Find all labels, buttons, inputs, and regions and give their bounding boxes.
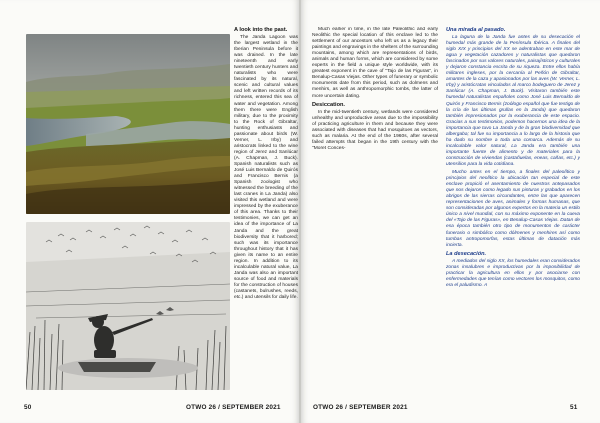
spanish-paragraph: Mucho antes en el tiempo, a finales del paleolítico y principios del neolítico la ubicación tan especial de este enclave propició el asentamiento de nuestros antepasados que nos dejaron como legado sus pinturas y grabados en los abrigos de las sierras circundantes, entre las que aparecen representaciones de aves, animales y formas humanas, que son consideradas por algunos expertos en la materia un estilo único a nivel mundial, con su máximo exponente en la cueva del «Tajo de las Figuras», en Benalup-Casas Viejas. Datan de esa época también otro tipo de monumentos de carácter funerario o simbólico como dólmenes y menhires así como tumbas antropomorfas, estas últimas de datación más incierta.: [446, 170, 580, 248]
section-heading-desecacion: La desecación.: [446, 250, 487, 257]
section-heading-past: A look into the past.: [234, 27, 288, 33]
body-paragraph: The Janda Lagoon was the largest wetland in the Iberian Peninsula before it was drained. In the late nineteenth and early twentieth century hunters and naturalists who were fascinated by its natural, scenic and cultural values and left written records of its richness, entered this sea of water and vegetation. Among them there were English military, due to the proximity to the Rock of Gibraltar, hunting enthusiasts and passionate about birds (W. Verner, L. Irby) and aristocrats linked to the wine region of Jerez and Sanlúcar (A. Chapman, J. Buck). Spanish naturalists such as José Luis Bernaldo de Quirós and Francisco Bernis (a Spanish zoologist who witnessed the breeding of the last cranes in La Janda) also visited this wetland and were impressed by the exuberance of this area. Thanks to their testimonies, we can get an idea of the importance of La Janda and the great biodiversity that it harbored; such was its importance throughout history that it has given its name to an entire region. In addition to its incalculable natural value, La Janda was also an important source of food and materials for the construction of houses (castanets, bulrushes, reeds, etc.) and utensils for daily life.: [234, 35, 298, 301]
magazine-issue-left: OTWO 26 / SEPTEMBER 2021: [186, 404, 281, 411]
spanish-paragraph: La laguna de la Janda fue antes de su desecación el humedal más grande de la Península Ibérica. A finales del siglo XIX y principios del XX se adentraban en este mar de agua y vegetación cazadores y naturalistas que quedaron fascinados por sus valores naturales, paisajísticos y culturales y dejaron constancia escrita de su riqueza. Entre ellos había militares ingleses, por la cercanía al Peñón de Gibraltar, amantes de la caza y apasionados por las aves (W. Verner, L. Irby) y aristócratas vinculados al marco bodeguero de Jerez y Sanlúcar (A. Chapman, J. Buck). Visitaron también este humedal naturalistas españoles como José Luis Bernaldo de Quirós y Francisco Bernis (zoólogo español que fue testigo de la cría de las últimas grullas en la Janda) que quedaron también impresionados por la exuberancia de este espacio. Gracias a sus testimonios, podemos hacernos una idea de la importancia que tuvo La Janda y de la gran biodiversidad que albergaba; tal fue su importancia a lo largo de la historia que ha dado su nombre a toda una comarca. Además de su incalculable valor natural, La Janda era también una importante fuente de alimento y de materiales para la construcción de viviendas (castañuelas, eneas, cañas, etc.) y utensilios para la vida cotidiana.: [446, 35, 580, 167]
magazine-issue-right: OTWO 26 / SEPTEMBER 2021: [313, 404, 408, 411]
wetland-photo: [26, 34, 230, 214]
spanish-column: [446, 27, 580, 402]
page-number-left: 50: [24, 404, 32, 411]
english-column-left: [234, 27, 298, 402]
body-paragraph: Much earlier in time, in the late Paleolithic and early Neolithic the special location of this enclave led to the settlement of our ancestors who left us as a legacy their paintings and engravings in the shelters of the surrounding mountains, among which are representations of birds, animals and human forms, which are considered by some experts in the field a unique style worldwide, with its greatest exponent in the cave of "Tajo de las Figuras", in Benalup-Casas Viejas. Other types of funerary or symbolic monuments date from this period, such as dolmens and menhirs, as well as anthropomorphic tombs, the latter of more uncertain dating.: [312, 27, 438, 99]
body-paragraph: In the mid-twentieth century, wetlands were considered unhealthy and unproductive areas due to the impossibility of practicing agriculture in them and because they were associated with diseases that had mosquitoes as vectors, such as malaria. At the end of the 1960s, after several failed attempts that began in the 19th century with the "Moret Conces-: [312, 109, 438, 151]
spanish-paragraph: A mediados del siglo XX, los humedales eran considerados zonas insalubres e improductivas por la imposibilidad de practicar la agricultura en ellos y por asociarse con enfermedades que tenían como vectores los mosquitos, como era el paludismo. A: [446, 258, 580, 288]
marsh-illustration: [26, 222, 230, 390]
section-heading-mirada: Una mirada al pasado.: [446, 27, 506, 33]
left-page: [0, 0, 299, 423]
section-heading-desiccation: Desiccation.: [312, 101, 345, 108]
page-number-right: 51: [570, 404, 578, 411]
english-column-right: [312, 27, 438, 402]
